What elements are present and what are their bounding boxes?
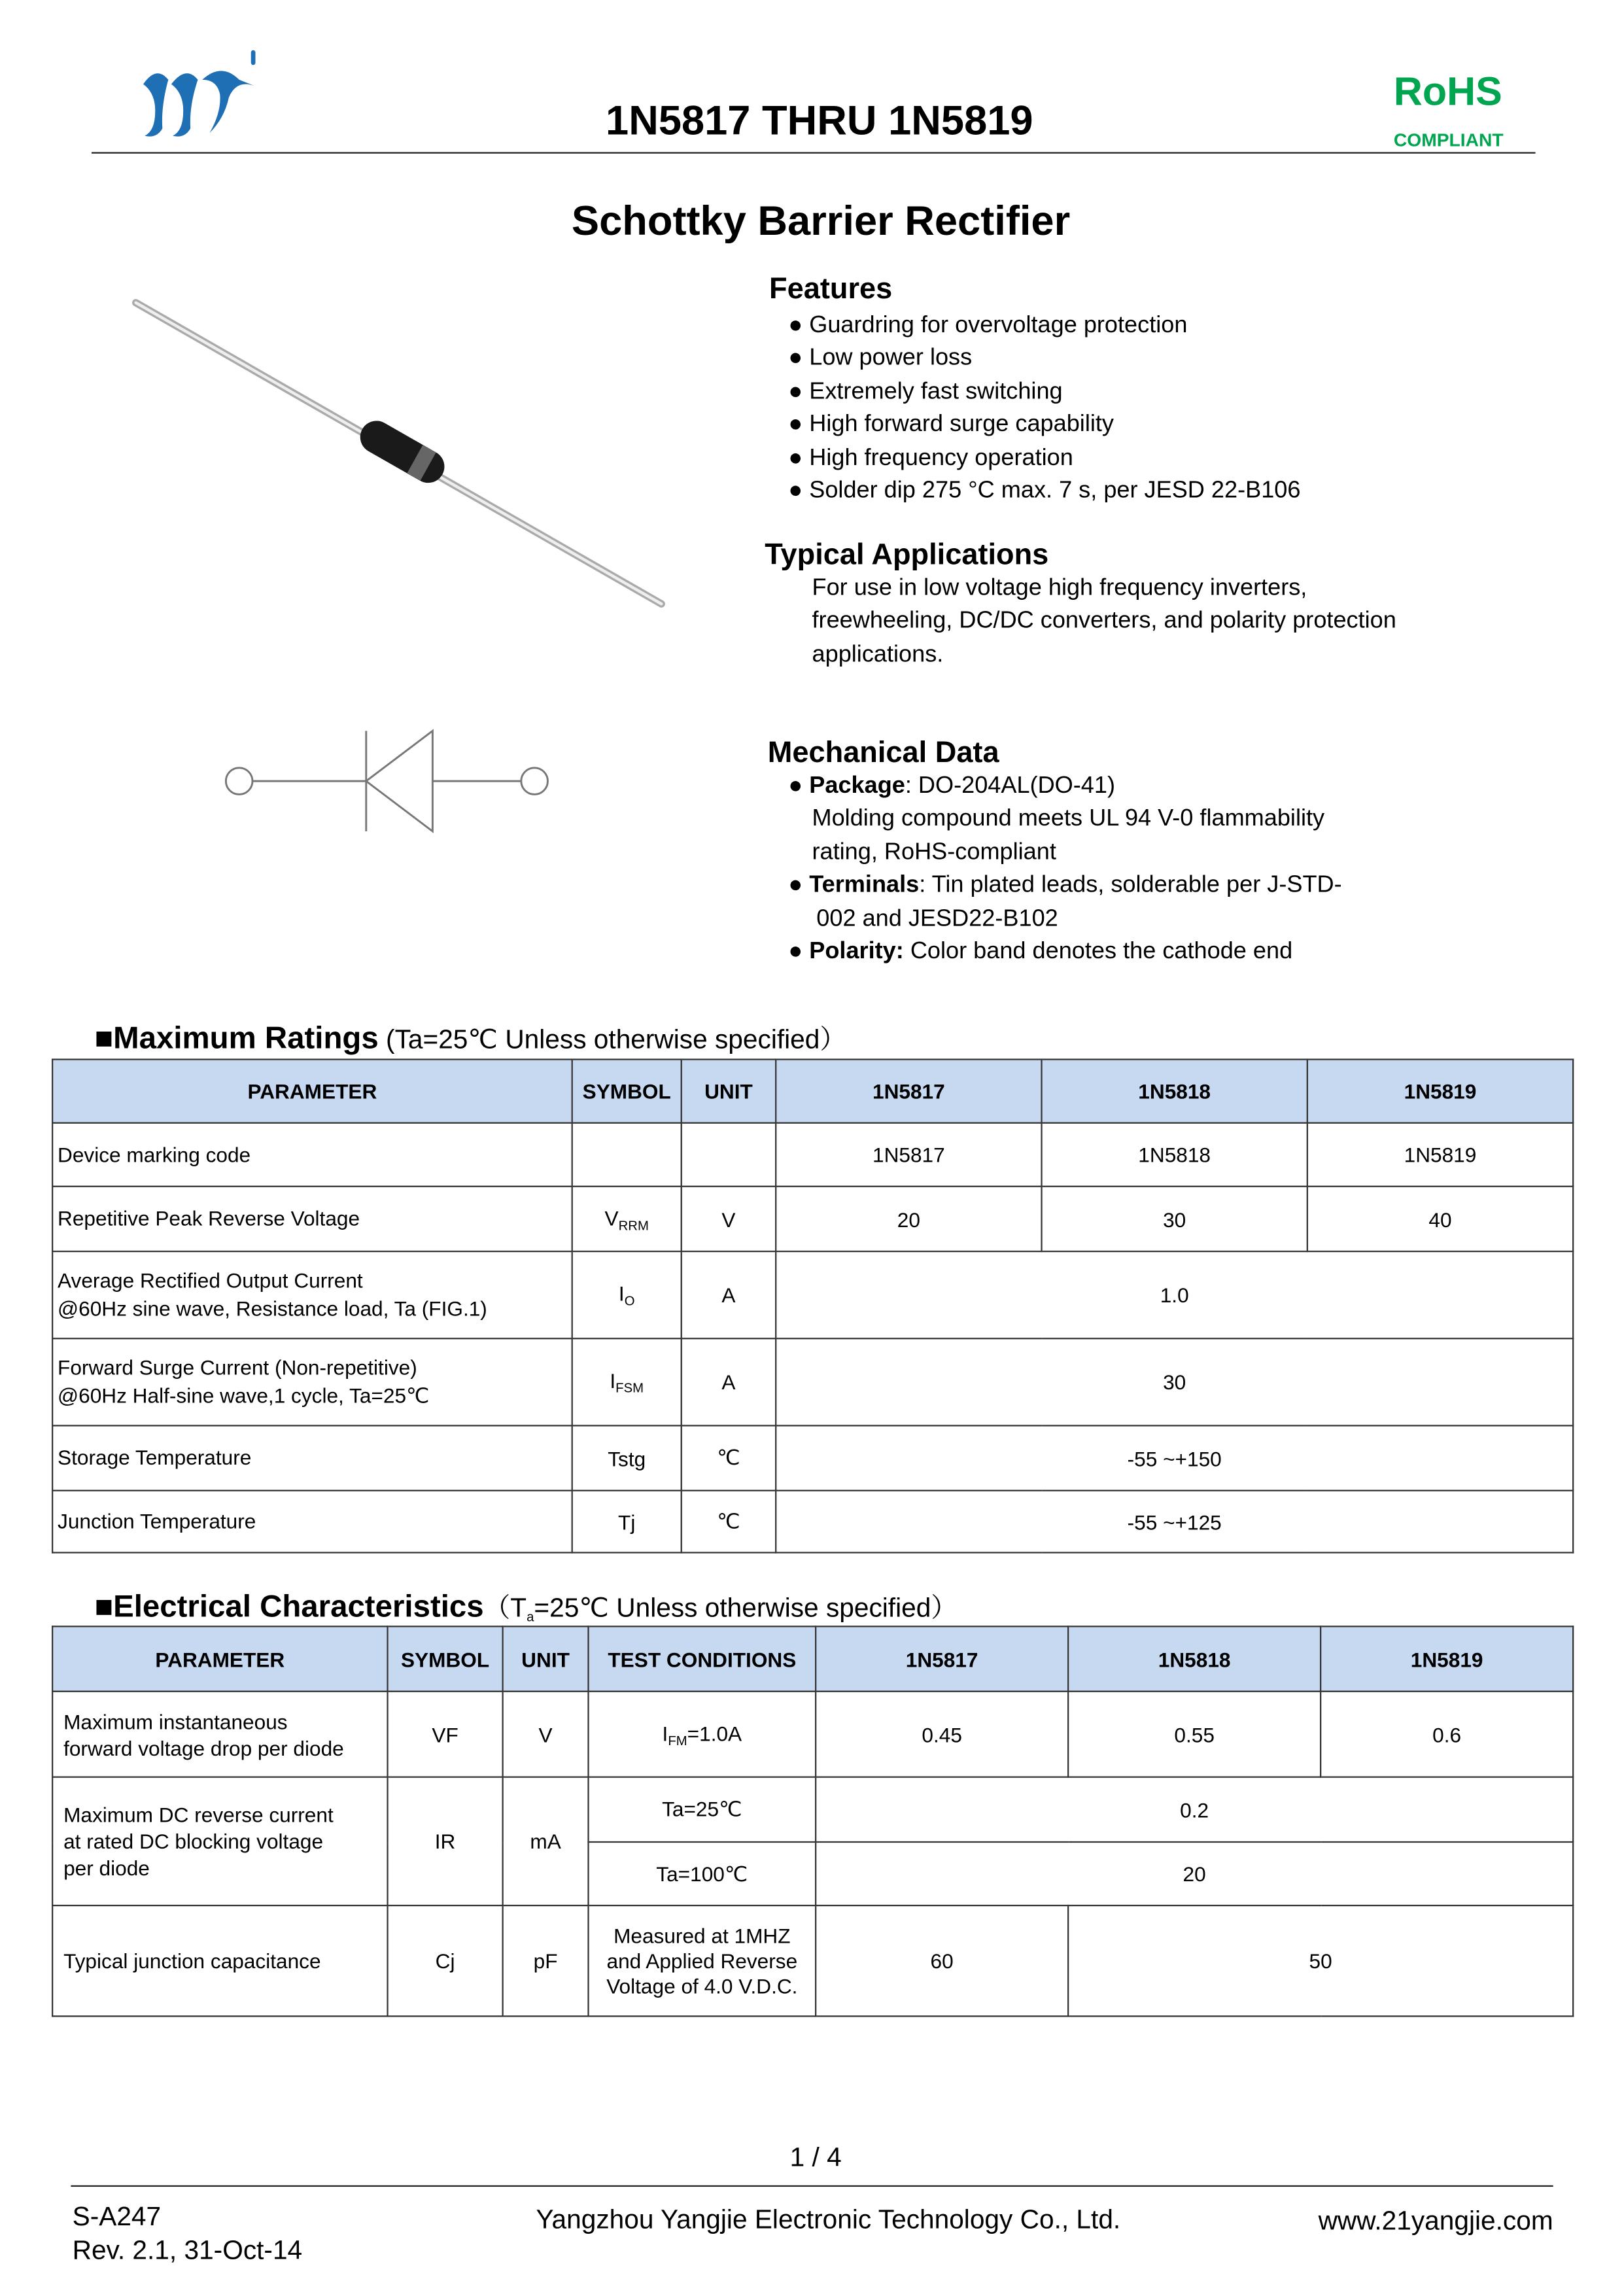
header-divider [92,152,1536,154]
param-line: Maximum DC reverse current [63,1803,334,1827]
col-header: PARAMETER [52,1060,572,1123]
col-header: 1N5819 [1307,1060,1573,1123]
applications-line: applications. [812,642,944,667]
mechanical-terminals [788,870,1341,903]
symbol-cell: IR [388,1777,503,1905]
param-cell: Junction Temperature [52,1491,572,1553]
col-header: 1N5818 [1042,1060,1307,1123]
col-header: SYMBOL [572,1060,682,1123]
terminals-value: : Tin plated leads, solderable per J-STD- [919,873,1342,898]
website-link[interactable]: www.21yangjie.com [1318,2206,1553,2236]
bullet-icon: ● [788,873,803,898]
feature-item: ● Low power loss [788,346,973,372]
polarity-label: Polarity: [809,939,904,965]
compliant-label: COMPLIANT [1393,130,1504,151]
polarity-value: Color band denotes the cathode end [903,939,1293,965]
param-line: @60Hz Half-sine wave,1 cycle, Ta=25℃ [58,1383,430,1408]
col-header: 1N5817 [776,1060,1041,1123]
col-header: SYMBOL [388,1626,503,1691]
param-cell: Typical junction capacitance [52,1905,387,2016]
value-cell: 1N5819 [1307,1123,1573,1187]
table-row [52,1905,1573,2016]
mechanical-heading: Mechanical Data [767,737,999,770]
table-row [52,1777,1573,1842]
symbol-sub: O [624,1293,635,1308]
value-cell: 60 [816,1905,1068,2016]
package-line: Molding compound meets UL 94 V-0 flammability [812,807,1325,832]
col-header: UNIT [682,1060,776,1123]
table-row [52,1187,1573,1251]
package-line: rating, RoHS-compliant [812,839,1056,865]
applications-line: For use in low voltage high frequency inverters, [812,576,1307,601]
param-cell: Device marking code [52,1123,572,1187]
max-ratings-title: ■Maximum Ratings [94,1022,379,1056]
table-row [52,1491,1573,1553]
value-cell: -55 ~+125 [776,1491,1573,1553]
table-row [52,1123,1573,1187]
electrical-title: ■Electrical Characteristics [94,1590,484,1625]
condition-cell: Ta=25℃ [589,1777,816,1842]
value-cell: 1N5818 [1042,1123,1307,1187]
param-line: @60Hz sine wave, Resistance load, Ta (FIG.1) [58,1296,487,1321]
electrical-heading [94,1588,957,1626]
page-subtitle: Schottky Barrier Rectifier [571,198,1071,244]
col-header: 1N5819 [1321,1626,1573,1691]
param-cell [52,1692,387,1777]
symbol-cell [572,1251,682,1338]
rohs-label: RoHS [1393,69,1502,114]
unit-cell: pF [503,1905,589,2016]
symbol-cell [572,1123,682,1187]
param-line: per diode [63,1856,150,1880]
bullet-icon: ● [788,939,803,965]
features-list [788,310,1300,508]
symbol: I [618,1281,625,1306]
symbol-cell [572,1187,682,1251]
param-cell [52,1777,387,1905]
value-cell: 0.6 [1321,1692,1573,1777]
applications-line: freewheeling, DC/DC converters, and polarity protection [812,608,1396,634]
param-cell [52,1338,572,1425]
feature-item: ● High forward surge capability [788,412,1114,438]
param-cell: Repetitive Peak Reverse Voltage [52,1187,572,1251]
param-line: at rated DC blocking voltage [63,1829,324,1853]
header-title: 1N5817 THRU 1N5819 [606,97,1033,143]
max-ratings-heading [94,1019,846,1058]
feature-item: ● Solder dip 275 °C max. 7 s, per JESD 22-B106 [788,478,1301,504]
unit-cell: A [682,1251,776,1338]
value-cell: 0.45 [816,1692,1068,1777]
unit-cell: A [682,1338,776,1425]
footer-divider [71,2185,1553,2187]
table-header-row [52,1626,1573,1691]
col-header: TEST CONDITIONS [589,1626,816,1691]
param-cell [52,1251,572,1338]
unit-cell: V [682,1187,776,1251]
doc-number: S-A247 [72,2201,162,2231]
value-cell: 50 [1068,1905,1573,2016]
col-header: UNIT [503,1626,589,1691]
cond-sub: FM [668,1732,687,1748]
mechanical-package [788,771,1341,804]
symbol-sub: FSM [615,1380,644,1396]
table-row [52,1251,1573,1338]
bullet-icon: ● [788,773,803,799]
electrical-note: =25℃ Unless otherwise specified） [534,1593,958,1623]
param-line: Average Rectified Output Current [58,1268,363,1293]
symbol: V [604,1206,619,1230]
value-cell: 40 [1307,1187,1573,1251]
col-header: 1N5818 [1068,1626,1321,1691]
value-cell: 0.55 [1068,1692,1321,1777]
revision: Rev. 2.1, 31-Oct-14 [72,2235,303,2265]
condition-cell: Ta=100℃ [589,1842,816,1905]
cond: I [662,1720,668,1745]
symbol-cell: Cj [388,1905,503,2016]
cond-line: Voltage of 4.0 V.D.C. [606,1973,798,1997]
electrical-note-sub: a [527,1609,534,1625]
symbol-cell: VF [388,1692,503,1777]
value-cell: -55 ~+150 [776,1425,1573,1490]
cond-line: Measured at 1MHZ [613,1923,791,1947]
page-number: 1 / 4 [789,2142,842,2172]
electrical-note: （T [483,1593,527,1623]
value-cell: 30 [776,1338,1573,1425]
symbol-cell [572,1338,682,1425]
value-cell: 30 [1042,1187,1307,1251]
param-line: forward voltage drop per diode [63,1735,344,1760]
package-label: Package [809,773,905,799]
unit-cell: ℃ [682,1425,776,1490]
symbol-cell: Tstg [572,1425,682,1490]
terminals-line: 002 and JESD22-B102 [816,906,1058,931]
cond: =1.0A [687,1720,742,1745]
param-cell: Storage Temperature [52,1425,572,1490]
terminals-label: Terminals [809,873,920,898]
diode-package-image [126,288,679,620]
table-header-row [52,1060,1573,1123]
param-line: Forward Surge Current (Non-repetitive) [58,1355,417,1380]
feature-item: ● High frequency operation [788,445,1073,471]
condition-cell [589,1692,816,1777]
value-cell: 1N5817 [776,1123,1041,1187]
value-cell: 20 [776,1187,1041,1251]
value-cell: 0.2 [816,1777,1573,1842]
symbol: I [610,1368,616,1393]
symbol-sub: RRM [618,1217,649,1232]
electrical-table [52,1625,1574,2017]
unit-cell [682,1123,776,1187]
mechanical-list [788,771,1341,969]
table-row [52,1338,1573,1425]
diode-symbol [218,723,558,842]
param-line: Maximum instantaneous [63,1709,288,1733]
value-cell: 20 [816,1842,1573,1905]
mechanical-polarity [788,936,1341,969]
feature-item: ● Guardring for overvoltage protection [788,313,1188,338]
unit-cell: mA [503,1777,589,1905]
applications-text [812,573,1396,672]
max-ratings-note: (Ta=25℃ Unless otherwise specified） [378,1024,846,1054]
value-cell: 1.0 [776,1251,1573,1338]
col-header: PARAMETER [52,1626,387,1691]
cond-line: and Applied Reverse [606,1948,798,1972]
max-ratings-table [52,1058,1574,1553]
col-header: 1N5817 [816,1626,1068,1691]
table-row [52,1692,1573,1777]
symbol-cell: Tj [572,1491,682,1553]
condition-cell [589,1905,816,2016]
features-heading: Features [769,273,893,306]
unit-cell: V [503,1692,589,1777]
unit-cell: ℃ [682,1491,776,1553]
package-value: : DO-204AL(DO-41) [905,773,1116,799]
company-name: Yangzhou Yangjie Electronic Technology Co., Ltd. [536,2204,1121,2234]
applications-heading: Typical Applications [765,538,1049,572]
feature-item: ● Extremely fast switching [788,379,1063,405]
table-row [52,1425,1573,1490]
